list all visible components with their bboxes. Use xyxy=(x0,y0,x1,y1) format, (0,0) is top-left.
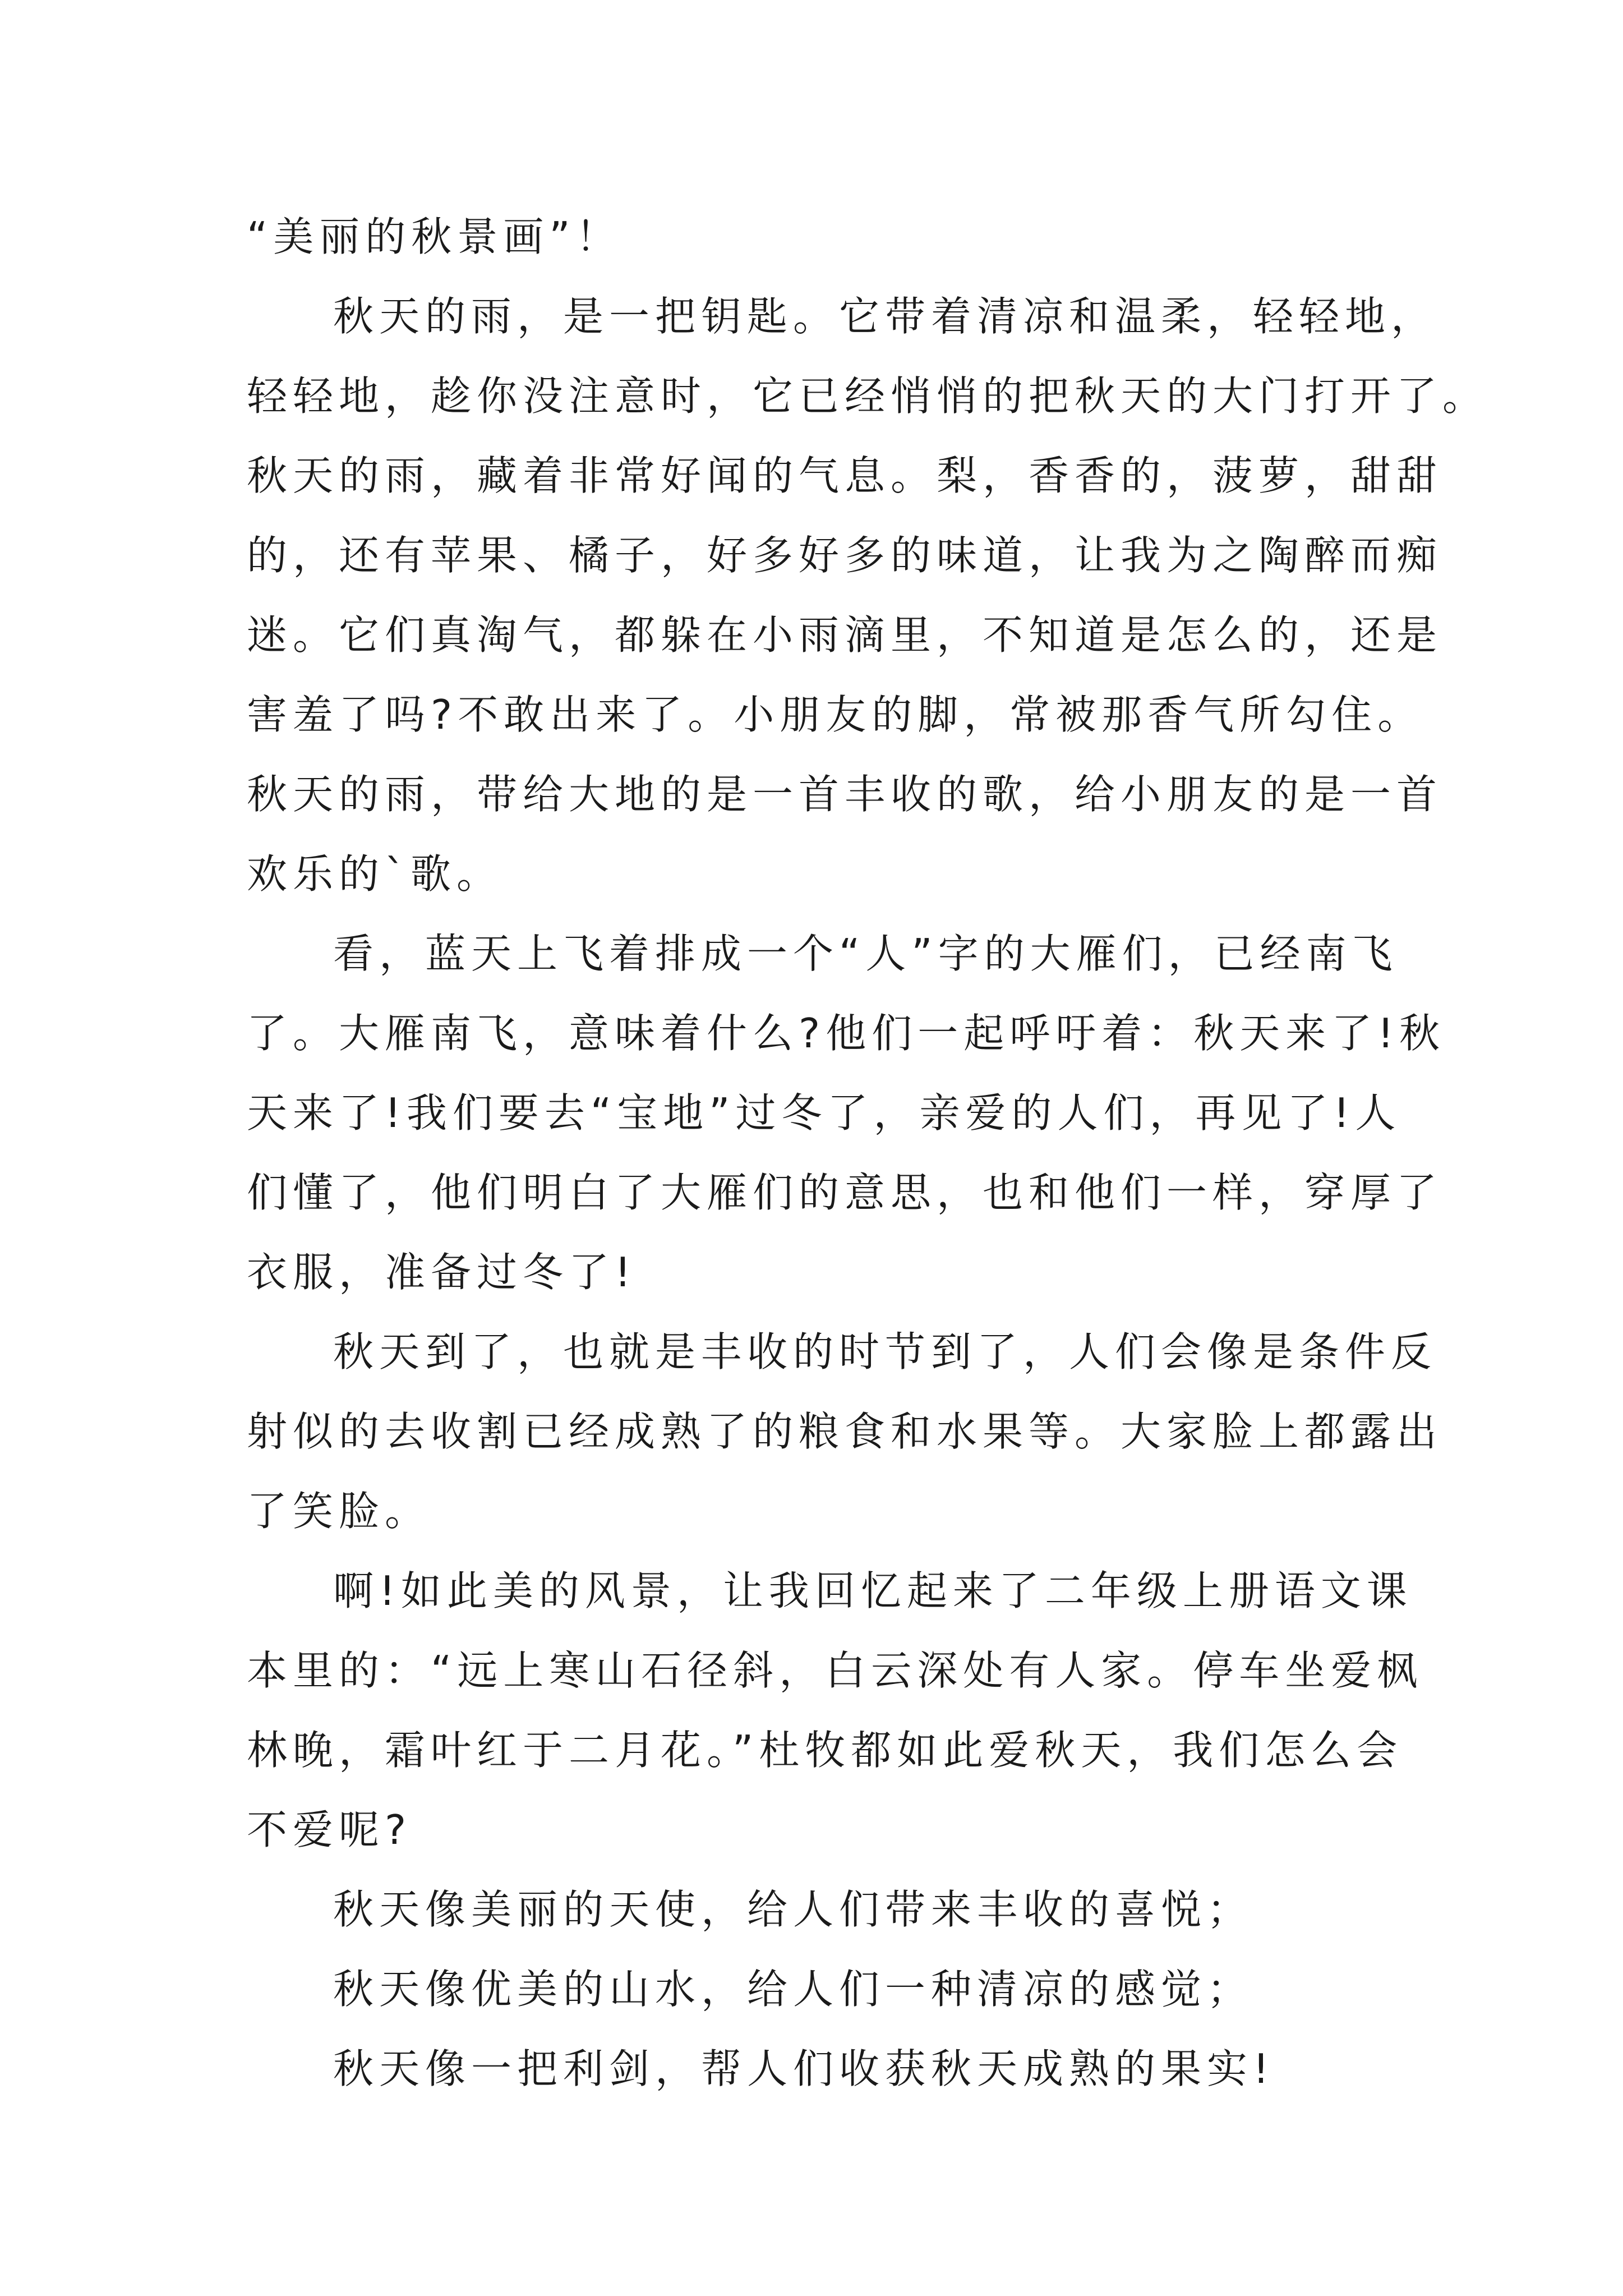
text-line: 秋天的雨，藏着非常好闻的气息。梨，香香的，菠萝，甜甜 xyxy=(247,452,1443,499)
text-line: 天来了!我们要去“宝地”过冬了，亲爱的人们，再见了!人 xyxy=(247,1089,1401,1137)
text-line: 们懂了，他们明白了大雁们的意思，也和他们一样，穿厚了 xyxy=(247,1169,1443,1216)
text-line: 了。大雁南飞，意味着什么?他们一起呼吁着：秋天来了!秋 xyxy=(247,1010,1446,1057)
text-line: 衣服，准备过冬了! xyxy=(247,1249,637,1296)
text-line: 本里的：“远上寒山石径斜，白云深处有人家。停车坐爱枫 xyxy=(247,1647,1423,1694)
poem-line: 秋天像美丽的天使，给人们带来丰收的喜悦； xyxy=(333,1886,1253,1933)
text-line: 秋天的雨，带给大地的是一首丰收的歌，给小朋友的是一首 xyxy=(247,771,1443,818)
paragraph-start-line: 秋天的雨，是一把钥匙。它带着清凉和温柔，轻轻地， xyxy=(333,293,1437,340)
poem-line: 秋天像一把利剑，帮人们收获秋天成熟的果实! xyxy=(333,2045,1275,2092)
text-line: “美丽的秋景画”！ xyxy=(247,213,622,260)
text-line: 的，还有苹果、橘子，好多好多的味道，让我为之陶醉而痴 xyxy=(247,532,1443,579)
text-line: 林晚，霜叶红于二月花。”杜牧都如此爱秋天，我们怎么会 xyxy=(247,1727,1403,1774)
text-line: 欢乐的`歌。 xyxy=(247,850,503,898)
text-line: 害羞了吗?不敢出来了。小朋友的脚，常被那香气所勾住。 xyxy=(247,691,1424,738)
poem-line: 秋天像优美的山水，给人们一种清凉的感觉； xyxy=(333,1966,1253,2013)
paragraph-start-line: 秋天到了，也就是丰收的时节到了，人们会像是条件反 xyxy=(333,1328,1437,1375)
text-line: 轻轻地，趁你没注意时，它已经悄悄的把秋天的大门打开了。 xyxy=(247,372,1489,420)
text-line: 迷。它们真淘气，都躲在小雨滴里，不知道是怎么的，还是 xyxy=(247,611,1443,659)
text-line: 不爱呢? xyxy=(247,1806,412,1853)
text-line: 射似的去收割已经成熟了的粮食和水果等。大家脸上都露出 xyxy=(247,1408,1443,1455)
paragraph-start-line: 啊!如此美的风景，让我回忆起来了二年级上册语文课 xyxy=(333,1567,1413,1614)
paragraph-start-line: 看，蓝天上飞着排成一个“人”字的大雁们，已经南飞 xyxy=(333,930,1398,977)
text-line: 了笑脸。 xyxy=(247,1488,431,1535)
